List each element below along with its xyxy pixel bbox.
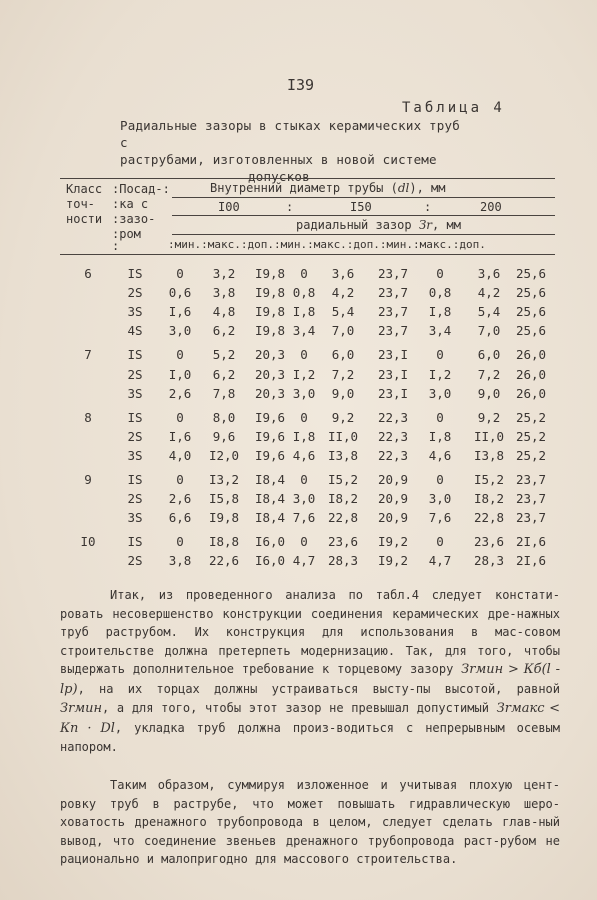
value-cell: 8,0 xyxy=(212,409,236,425)
value-cell: I9,8 xyxy=(254,285,286,301)
header-diam-200: 200 xyxy=(480,200,502,214)
value-cell: 7,2 xyxy=(331,366,355,382)
class-cell: 9 xyxy=(84,472,92,487)
value-cell: 3,8 xyxy=(212,285,236,301)
value-cell: I8,4 xyxy=(254,472,286,487)
value-cell: I,2 xyxy=(428,366,452,382)
value-cell: 7,8 xyxy=(212,385,236,401)
header-fit-1: :Посад-: xyxy=(112,182,170,196)
fit-cell: IS xyxy=(127,409,143,425)
value-cell: 3,0 xyxy=(292,491,316,507)
value-cell: 0 xyxy=(300,534,308,550)
value-cell: 9,2 xyxy=(477,409,501,425)
value-cell: 26,0 xyxy=(515,366,547,382)
value-cell: 0 xyxy=(176,347,184,363)
value-cell: 23,7 xyxy=(515,472,547,487)
header-sep-1: : xyxy=(286,200,294,214)
table-row xyxy=(60,491,560,511)
value-cell: I8,8 xyxy=(208,534,240,550)
fit-cell: 3S xyxy=(127,304,143,320)
value-cell: 6,6 xyxy=(168,510,192,526)
value-cell: 20,3 xyxy=(254,347,286,363)
value-cell: 0,8 xyxy=(292,285,316,301)
value-cell: 7,0 xyxy=(477,323,501,339)
value-cell: I9,2 xyxy=(377,534,409,550)
title-line-3: допусков xyxy=(248,169,310,184)
value-cell: I,8 xyxy=(292,304,316,320)
table-row xyxy=(60,510,560,530)
header-rule-1 xyxy=(172,197,555,198)
value-cell: 3,4 xyxy=(428,323,452,339)
value-cell: 25,6 xyxy=(515,304,547,320)
value-cell: I6,0 xyxy=(254,553,286,569)
value-cell: 20,9 xyxy=(377,472,409,487)
value-cell: 5,2 xyxy=(212,347,236,363)
value-cell: I2,0 xyxy=(208,447,240,463)
value-cell: 0 xyxy=(436,409,444,425)
value-cell: 6,2 xyxy=(212,366,236,382)
value-cell: I,2 xyxy=(292,366,316,382)
value-cell: I9,6 xyxy=(254,409,286,425)
class-cell: 7 xyxy=(84,347,92,363)
paragraph-2: Таким образом, суммируя изложенное и учитывая плохую цент-ровку труб в раструбе, что может повышать гидравлическую шеро-ховатость дренажного трубопровода в целом, следует сделать глав-ный вывод, что соединение звеньев дренажного трубопровода раст-рубом не рационально и малопригодно для массового строительства. xyxy=(60,778,560,866)
value-cell: I3,2 xyxy=(208,472,240,487)
value-cell: 7,6 xyxy=(428,510,452,526)
gap-table xyxy=(60,178,560,573)
table-row xyxy=(60,323,560,343)
value-cell: 25,2 xyxy=(515,409,547,425)
fit-cell: 2S xyxy=(127,285,143,301)
value-cell: 3,6 xyxy=(477,266,501,281)
header-sep-2: : xyxy=(424,200,432,214)
value-cell: 23,7 xyxy=(377,323,409,339)
value-cell: 23,I xyxy=(377,385,409,401)
value-cell: I8,4 xyxy=(254,491,286,507)
table-row xyxy=(60,285,560,305)
value-cell: 23,7 xyxy=(515,510,547,526)
formula-1: Зrмин > Кб(l - lр) xyxy=(60,662,560,697)
value-cell: 7,0 xyxy=(331,323,355,339)
value-cell: 22,8 xyxy=(473,510,505,526)
value-cell: 0 xyxy=(176,266,184,281)
value-cell: 26,0 xyxy=(515,347,547,363)
value-cell: 9,0 xyxy=(331,385,355,401)
header-class-1: Класс xyxy=(66,182,103,196)
value-cell: I3,8 xyxy=(473,447,505,463)
value-cell: 3,4 xyxy=(292,323,316,339)
value-cell: I9,2 xyxy=(377,553,409,569)
value-cell: 3,6 xyxy=(331,266,355,281)
value-cell: I9,8 xyxy=(254,266,286,281)
value-cell: I,8 xyxy=(292,428,316,444)
value-cell: I9,6 xyxy=(254,447,286,463)
value-cell: 2I,6 xyxy=(515,553,547,569)
value-cell: 25,6 xyxy=(515,323,547,339)
fit-cell: 2S xyxy=(127,491,143,507)
value-cell: 20,9 xyxy=(377,510,409,526)
value-cell: I,6 xyxy=(168,428,192,444)
value-cell: 5,4 xyxy=(331,304,355,320)
table-row xyxy=(60,386,560,406)
header-diam-100: I00 xyxy=(218,200,240,214)
fit-cell: IS xyxy=(127,347,143,363)
value-cell: I5,8 xyxy=(208,491,240,507)
fit-cell: IS xyxy=(127,534,143,550)
value-cell: 4,7 xyxy=(292,553,316,569)
fit-cell: IS xyxy=(127,472,143,487)
value-cell: 6,0 xyxy=(331,347,355,363)
value-cell: 3,0 xyxy=(292,385,316,401)
class-cell: 6 xyxy=(84,266,92,281)
value-cell: 3,0 xyxy=(428,385,452,401)
value-cell: 0,8 xyxy=(428,285,452,301)
formula-3: Зrмакс < Кп · Dl xyxy=(60,701,560,736)
value-cell: 22,3 xyxy=(377,447,409,463)
title-line-1: Радиальные зазоры в стыках керамических труб с xyxy=(120,118,460,150)
value-cell: 0 xyxy=(176,409,184,425)
table-row xyxy=(60,534,560,554)
value-cell: 23,I xyxy=(377,347,409,363)
value-cell: 26,0 xyxy=(515,385,547,401)
header-inner-diameter: Внутренний диаметр трубы (dl), мм xyxy=(210,181,446,195)
value-cell: 7,2 xyxy=(477,366,501,382)
header-rule-3 xyxy=(172,234,555,235)
table-title xyxy=(120,117,460,185)
header-class-3: ности xyxy=(66,212,103,226)
fit-cell: 4S xyxy=(127,323,143,339)
value-cell: I9,6 xyxy=(254,428,286,444)
value-cell: 28,3 xyxy=(327,553,359,569)
value-cell: 20,9 xyxy=(377,491,409,507)
value-cell: 4,6 xyxy=(292,447,316,463)
class-cell: 8 xyxy=(84,409,92,425)
value-cell: 4,8 xyxy=(212,304,236,320)
fit-cell: 2S xyxy=(127,553,143,569)
value-cell: II,0 xyxy=(473,428,505,444)
value-cell: 0,6 xyxy=(168,285,192,301)
value-cell: 6,2 xyxy=(212,323,236,339)
header-rule-2 xyxy=(172,215,555,216)
header-fit-5: : xyxy=(112,239,120,253)
value-cell: 0 xyxy=(176,534,184,550)
value-cell: 2I,6 xyxy=(515,534,547,550)
value-cell: 6,0 xyxy=(477,347,501,363)
class-cell: I0 xyxy=(80,534,96,550)
value-cell: I5,2 xyxy=(327,472,359,487)
value-cell: 25,6 xyxy=(515,285,547,301)
table-label: Таблица 4 xyxy=(402,100,505,116)
value-cell: 0 xyxy=(436,266,444,281)
value-cell: 0 xyxy=(436,472,444,487)
value-cell: 3,8 xyxy=(168,553,192,569)
table-row xyxy=(60,304,560,324)
value-cell: 9,2 xyxy=(331,409,355,425)
fit-cell: 2S xyxy=(127,428,143,444)
value-cell: 4,0 xyxy=(168,447,192,463)
header-radial-gap: радиальный зазор Зr, мм xyxy=(296,218,461,232)
header-fit-4: :ром xyxy=(112,227,141,241)
table-row xyxy=(60,553,560,573)
table-row xyxy=(60,266,560,286)
page-number: I39 xyxy=(287,76,315,94)
value-cell: 25,2 xyxy=(515,428,547,444)
value-cell: 23,I xyxy=(377,366,409,382)
value-cell: I,0 xyxy=(168,366,192,382)
header-subheads: :мин.:макс.:доп.:мин.:макс.:доп.:мин.:макс.:доп. xyxy=(168,238,486,251)
value-cell: 2,6 xyxy=(168,491,192,507)
value-cell: 22,6 xyxy=(208,553,240,569)
formula-2: Зrмин xyxy=(60,701,103,716)
value-cell: 22,3 xyxy=(377,409,409,425)
table-row xyxy=(60,410,560,430)
table-top-rule xyxy=(60,178,555,179)
value-cell: I8,2 xyxy=(473,491,505,507)
fit-cell: 3S xyxy=(127,385,143,401)
value-cell: I8,2 xyxy=(327,491,359,507)
value-cell: 9,0 xyxy=(477,385,501,401)
table-row xyxy=(60,448,560,468)
value-cell: 9,6 xyxy=(212,428,236,444)
value-cell: 23,6 xyxy=(473,534,505,550)
value-cell: 0 xyxy=(176,472,184,487)
value-cell: 20,3 xyxy=(254,385,286,401)
table-row xyxy=(60,472,560,492)
value-cell: I9,8 xyxy=(254,304,286,320)
header-diam-150: I50 xyxy=(350,200,372,214)
value-cell: I6,0 xyxy=(254,534,286,550)
value-cell: 4,2 xyxy=(477,285,501,301)
value-cell: 22,3 xyxy=(377,428,409,444)
table-row xyxy=(60,367,560,387)
value-cell: 20,3 xyxy=(254,366,286,382)
value-cell: 23,6 xyxy=(327,534,359,550)
value-cell: 0 xyxy=(300,409,308,425)
fit-cell: IS xyxy=(127,266,143,281)
paragraph-1: Итак, из проведенного анализа по табл.4 следует констати-ровать несовершенство конструкции соединения керамических дре-нажных труб раструбом. Их конструкция для использования в мас-совом строительстве должна претерпеть модернизацию. Так, для того, чтобы выдержать дополнительное требование к торцевому зазору Зrмин > Кб(l - lр), на их торцах должны устраиваться высту-пы высотой, равной Зrмин, а для того, чтобы этот зазор не превышал допустимый Зrмакс < Кп · Dl, укладка труб должна произ-водиться с непрерывным осевым напором. xyxy=(60,588,560,754)
value-cell: 4,2 xyxy=(331,285,355,301)
value-cell: 4,7 xyxy=(428,553,452,569)
value-cell: 3,2 xyxy=(212,266,236,281)
value-cell: 0 xyxy=(436,534,444,550)
value-cell: 3,0 xyxy=(168,323,192,339)
value-cell: 22,8 xyxy=(327,510,359,526)
table-row xyxy=(60,347,560,367)
value-cell: 0 xyxy=(300,472,308,487)
value-cell: I9,8 xyxy=(208,510,240,526)
table-row xyxy=(60,429,560,449)
value-cell: I3,8 xyxy=(327,447,359,463)
value-cell: 0 xyxy=(436,347,444,363)
value-cell: 0 xyxy=(300,347,308,363)
value-cell: 23,7 xyxy=(377,266,409,281)
value-cell: 5,4 xyxy=(477,304,501,320)
header-class-2: точ- xyxy=(66,197,95,211)
title-line-2: раструбами, изготовленных в новой системе xyxy=(120,152,437,167)
value-cell: I,8 xyxy=(428,428,452,444)
fit-cell: 3S xyxy=(127,447,143,463)
header-fit-2: :ка с xyxy=(112,197,149,211)
value-cell: I,6 xyxy=(168,304,192,320)
value-cell: 4,6 xyxy=(428,447,452,463)
value-cell: I5,2 xyxy=(473,472,505,487)
fit-cell: 2S xyxy=(127,366,143,382)
value-cell: 23,7 xyxy=(515,491,547,507)
header-bottom-rule xyxy=(60,254,555,255)
value-cell: I8,4 xyxy=(254,510,286,526)
value-cell: 2,6 xyxy=(168,385,192,401)
value-cell: 23,7 xyxy=(377,304,409,320)
header-fit-3: :зазо- xyxy=(112,212,156,226)
value-cell: 23,7 xyxy=(377,285,409,301)
fit-cell: 3S xyxy=(127,510,143,526)
value-cell: II,0 xyxy=(327,428,359,444)
value-cell: 28,3 xyxy=(473,553,505,569)
value-cell: I9,8 xyxy=(254,323,286,339)
value-cell: 25,2 xyxy=(515,447,547,463)
value-cell: 3,0 xyxy=(428,491,452,507)
value-cell: I,8 xyxy=(428,304,452,320)
value-cell: 7,6 xyxy=(292,510,316,526)
value-cell: 0 xyxy=(300,266,308,281)
value-cell: 25,6 xyxy=(515,266,547,281)
